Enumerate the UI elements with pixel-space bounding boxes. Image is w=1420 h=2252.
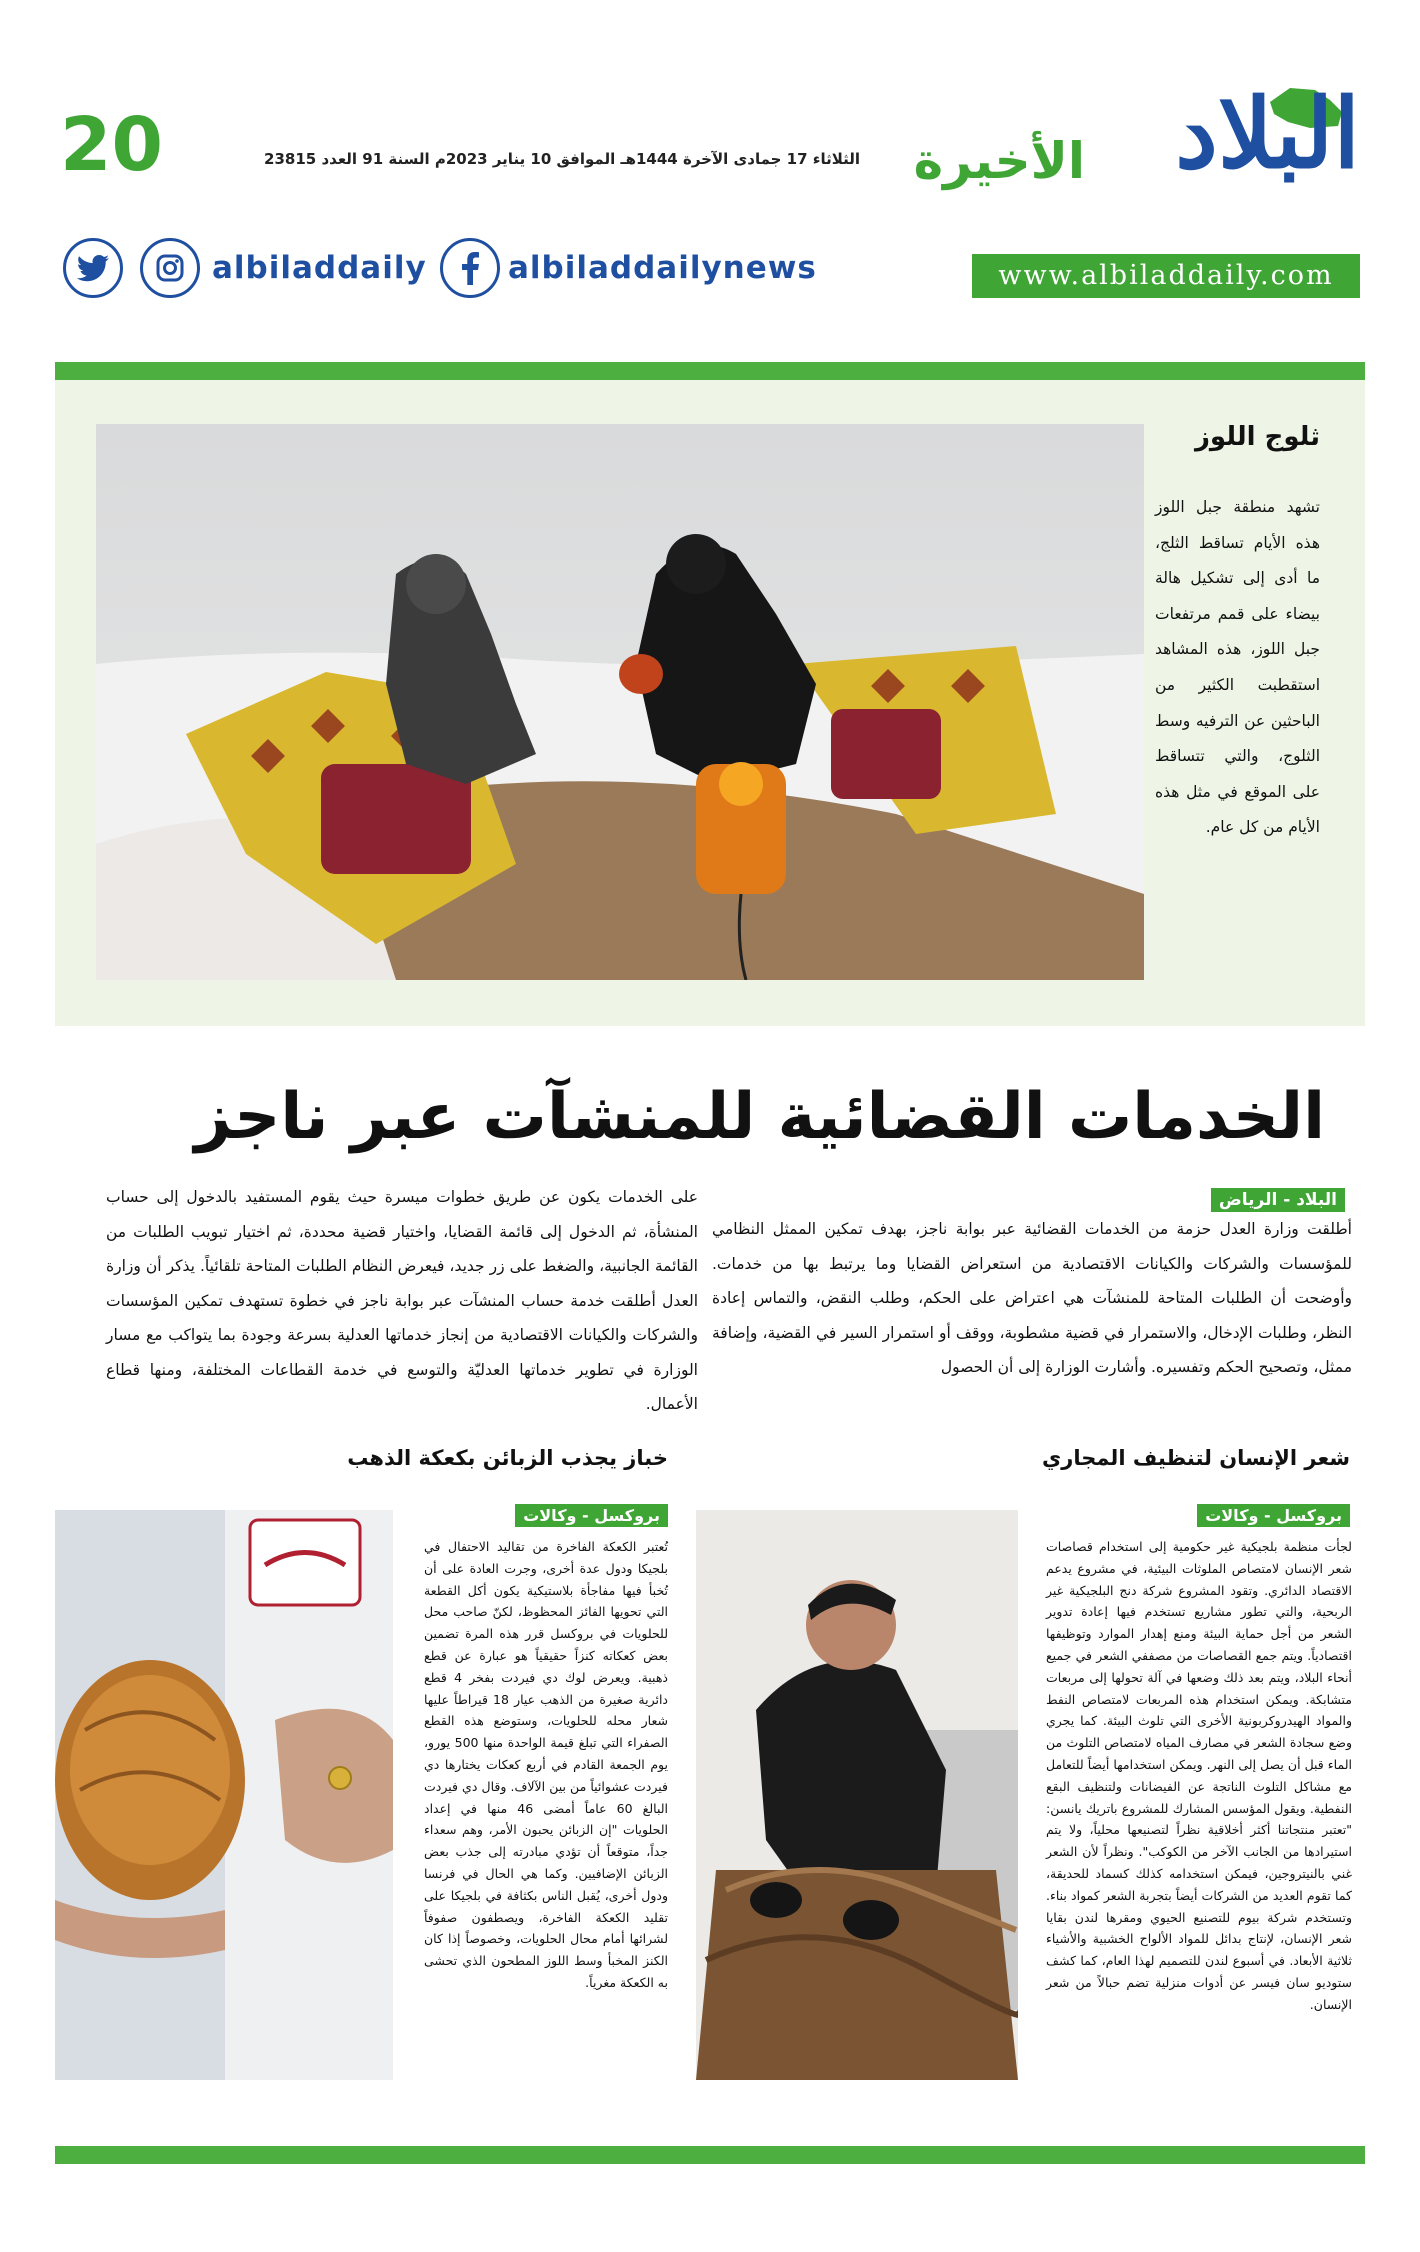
- main-column-right: أطلقت وزارة العدل حزمة من الخدمات القضائية عبر بوابة ناجز، بهدف تمكين الممثل النظامي للمؤسسات والشركات والكيانات الاقتصادية من استعراض القضايا وما يرتبط بها من خدمات. وأوضحت أن الطلبات المتاحة للمنشآت هي اعتراض على الحكم، وطلب النقض، والتماس إعادة النظر، وطلبات الإدخال، والاستمرار في قضية مشطوبة، ووقف أو استمرار السير في القضية، وإضافة ممثل، وتصحيح الحكم وتفسيره. وأشارت الوزارة إلى أن الحصول: [712, 1220, 1352, 1376]
- dateline: الثلاثاء 17 جمادى الآخرة 1444هـ الموافق 10 يناير 2023م السنة 91 العدد 23815: [264, 150, 860, 168]
- hair-story-body: لجأت منظمة بلجيكية غير حكومية إلى استخدام قصاصات شعر الإنسان لامتصاص الملوثات البيئية، في مشروع يدعم الاقتصاد الدائري. وتقود المشروع شركة دنج البلجيكية غير الربحية، والتي تطور مشاريع تستخدم فيها إعادة تدوير الشعر من أجل حماية البيئة ومنع إهدار الموارد وتوظيفها اقتصادياً. ويتم جمع القصاصات من مصففي الشعر في جميع أنحاء البلاد، ويتم بعد ذلك وضعها في آلة تحولها إلى مربعات متشابكة. ويمكن استخدام هذه المربعات لامتصاص النفط والمواد الهيدروكربونية الأخرى التي تلوث البيئة. كما يجري وضع سجادة الشعر في مصارف المياه لامتصاص التلوث من الماء قبل أن يصل إلى النهر. ويمكن استخدامها أيضاً للتعامل مع مشاكل التلوث الناتجة عن الفيضانات ولتنظيف البقع النفطية. ويقول المؤسس المشارك للمشروع باتريك يانسن: "تعتبر منتجاتنا أكثر أخلاقية نظراً لتصنيعها محلياً، ولا يتم استيرادها من الجانب الآخر من الكوكب". ونظراً لأن الشعر غني بالنيتروجين، فيمكن استخدامه كذلك كسماد للحديقة، كما تقوم العديد من الشركات أيضاً بتجربة الشعر كمواد بناء. وتستخدم شركة بيوم للتصنيع الحيوي ومقرها لندن بقايا شعر الإنسان، لإنتاج بدائل للمواد الألواح الخشبية والأشياء ثلاثية الأبعاد. في أسبوع لندن للتصميم لهذا العام، كما كشف ستوديو سان فيسر عن أدوات منزلية تضم حبالاً من شعر الإنسان.: [1046, 1539, 1352, 2012]
- feature-title: ثلوج اللوز: [1194, 422, 1320, 452]
- hair-story-photo[interactable]: [696, 1510, 1018, 2080]
- main-headline: الخدمات القضائية للمنشآت عبر ناجز: [194, 1080, 1325, 1154]
- website-url[interactable]: www.albiladdaily.com: [972, 254, 1360, 298]
- baker-story-title: خباز يجذب الزبائن بكعكة الذهب: [347, 1446, 668, 1470]
- baker-story-byline: بروكسل - وكالات: [515, 1504, 668, 1527]
- top-green-rule: [55, 362, 1365, 380]
- page-number: 20: [60, 102, 163, 188]
- facebook-handle[interactable]: albiladdailynews: [508, 250, 817, 286]
- logo-sub: الأخيرة: [913, 132, 1085, 190]
- hair-story-byline: بروكسل - وكالات: [1197, 1504, 1350, 1527]
- facebook-icon[interactable]: [440, 238, 500, 298]
- main-byline: البلاد - الرياض: [1211, 1188, 1345, 1212]
- instagram-icon[interactable]: [140, 238, 200, 298]
- bottom-green-rule: [55, 2146, 1365, 2164]
- instagram-handle[interactable]: albiladdaily: [212, 250, 427, 286]
- hair-story-title: شعر الإنسان لتنظيف المجاري: [1042, 1446, 1350, 1470]
- baker-story-body: تُعتبر الكعكة الفاخرة من تقاليد الاحتفال في بلجيكا ودول عدة أخرى، وجرت العادة على أن تُخبأ فيها مفاجأة بلاستيكية يكون أكل القطعة التي تحويها الفائز المحظوظ، لكنّ صاحب محل للحلويات في بروكسل قرر هذه المرة تضمين بعض كعكاته كنزاً حقيقياً هو عبارة عن قطع ذهبية. ويعرض لوك دي فيردت بفخر 4 قطع دائرية صغيرة من الذهب عيار 18 قيراطاً عليها شعار محله للحلويات، وستوضع هذه القطع الصفراء التي تبلغ قيمة الواحدة منها 500 يورو، يوم الجمعة القادم في أربع كعكات يختارها دي فيردت عشوائياً من بين الآلاف. وقال دي فيردت البالغ 60 عاماً أمضى 46 منها في إعداد الحلويات "إن الزبائن يحبون الأمر، وهم سعداء جداً، متوقعاً أن تؤدي مبادرته إلى جذب بعض الزبائن الإضافيين. وكما هي الحال في فرنسا ودول أخرى، يُقبل الناس بكثافة في بلجيكا على تقليد الكعكة الفاخرة، ويصطفون صفوفاً لشرائها أمام محال الحلويات، وخصوصاً إذا كان الكنز المخبأ وسط اللوز المطحون الذي تحشى به الكعكة مغرياً.: [424, 1539, 668, 1990]
- twitter-icon[interactable]: [63, 238, 123, 298]
- logo-main: البلاد: [1175, 77, 1360, 190]
- baker-story-photo[interactable]: [55, 1510, 393, 2080]
- feature-body: تشهد منطقة جبل اللوز هذه الأيام تساقط الثلج، ما أدى إلى تشكيل هالة بيضاء على قمم مرتفعات جبل اللوز، هذه المشاهد استقطبت الكثير من الباحثين عن الترفيه وسط الثلوج، والتي تتساقط على الموقع في مثل هذه الأيام من كل عام.: [1155, 498, 1320, 837]
- feature-photo[interactable]: [96, 424, 1144, 980]
- main-column-left: على الخدمات يكون عن طريق خطوات ميسرة حيث يقوم المستفيد بالدخول إلى حساب المنشأة، ثم الدخول إلى قائمة القضايا، واختيار قضية محددة، ثم اختيار تبويب الطلبات من القائمة الجانبية، والضغط على زر جديد، فيعرض النظام الطلبات المتاحة تلقائياً. يذكر أن وزارة العدل أطلقت خدمة حساب المنشآت عبر بوابة ناجز في خطوة تستهدف تمكين المؤسسات والشركات والكيانات الاقتصادية من إنجاز خدماتها العدلية بسرعة وجودة بما يتواكب مع مسار الوزارة في تطوير خدماتها العدليّة والتوسع في خدمة القطاعات المختلفة، ومنها قطاع الأعمال.: [106, 1188, 698, 1413]
- newspaper-logo[interactable]: [900, 77, 1360, 200]
